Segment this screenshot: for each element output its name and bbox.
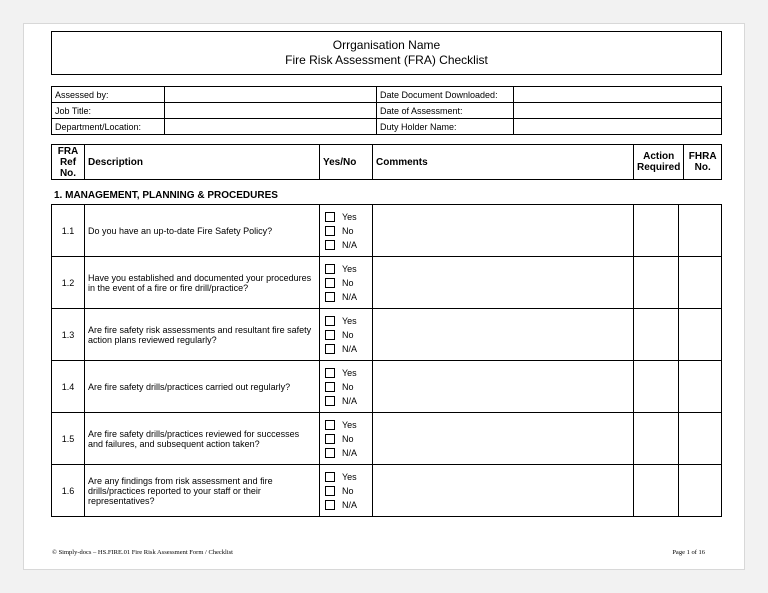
department-field[interactable] — [165, 119, 377, 135]
option-label: N/A — [342, 343, 358, 354]
row-description: Are any findings from risk assessment and fire drills/practices reported to your staff or their representatives? — [85, 465, 320, 517]
row-fhra[interactable] — [679, 309, 722, 361]
option-na[interactable] — [323, 446, 369, 460]
date-downloaded-label: Date Document Downloaded: — [377, 87, 514, 103]
checkbox[interactable] — [325, 264, 335, 274]
option-na[interactable] — [323, 238, 369, 252]
info-table — [51, 86, 722, 135]
document-page — [23, 23, 745, 570]
row-action[interactable] — [634, 205, 679, 257]
row-yesno — [320, 361, 373, 413]
header-yesno: Yes/No — [320, 145, 373, 180]
department-label: Department/Location: — [52, 119, 165, 135]
row-action[interactable] — [634, 465, 679, 517]
checkbox[interactable] — [325, 448, 335, 458]
option-label: N/A — [342, 395, 358, 406]
row-fhra[interactable] — [679, 413, 722, 465]
assessed-by-label: Assessed by: — [52, 87, 165, 103]
table-row — [52, 309, 722, 361]
row-description: Are fire safety drills/practices carried out regularly? — [85, 361, 320, 413]
row-action[interactable] — [634, 361, 679, 413]
option-label: Yes — [342, 211, 357, 222]
table-row — [52, 205, 722, 257]
section-title: 1. MANAGEMENT, PLANNING & PROCEDURES — [54, 190, 278, 201]
row-action[interactable] — [634, 413, 679, 465]
checkbox[interactable] — [325, 382, 335, 392]
option-label: Yes — [342, 471, 357, 482]
option-label: No — [342, 433, 354, 444]
row-comments[interactable] — [373, 465, 634, 517]
checkbox[interactable] — [325, 330, 335, 340]
date-assessment-field[interactable] — [514, 103, 722, 119]
row-description: Have you established and documented your procedures in the event of a fire or fire drill/practice? — [85, 257, 320, 309]
row-comments[interactable] — [373, 361, 634, 413]
document-title: Fire Risk Assessment (FRA) Checklist — [285, 53, 488, 67]
option-label: No — [342, 277, 354, 288]
option-yes[interactable] — [323, 262, 369, 276]
option-label: N/A — [342, 239, 358, 250]
row-yesno — [320, 257, 373, 309]
table-row — [52, 257, 722, 309]
row-description: Do you have an up-to-date Fire Safety Policy? — [85, 205, 320, 257]
row-ref: 1.2 — [52, 257, 85, 309]
option-label: Yes — [342, 367, 357, 378]
option-label: No — [342, 329, 354, 340]
header-action: Action Required — [634, 145, 684, 180]
date-downloaded-field[interactable] — [514, 87, 722, 103]
option-na[interactable] — [323, 498, 369, 512]
assessed-by-field[interactable] — [165, 87, 377, 103]
row-yesno — [320, 465, 373, 517]
option-label: N/A — [342, 499, 358, 510]
option-label: Yes — [342, 263, 357, 274]
option-yes[interactable] — [323, 418, 369, 432]
row-comments[interactable] — [373, 205, 634, 257]
row-ref: 1.6 — [52, 465, 85, 517]
table-row — [52, 361, 722, 413]
row-yesno — [320, 413, 373, 465]
checkbox[interactable] — [325, 434, 335, 444]
row-description: Are fire safety risk assessments and resultant fire safety action plans reviewed regularly? — [85, 309, 320, 361]
option-no[interactable] — [323, 432, 369, 446]
header-fhra: FHRA No. — [684, 145, 722, 180]
date-assessment-label: Date of Assessment: — [377, 103, 514, 119]
option-no[interactable] — [323, 484, 369, 498]
checklist-header — [51, 144, 722, 180]
row-ref: 1.1 — [52, 205, 85, 257]
row-comments[interactable] — [373, 413, 634, 465]
organisation-name: Orrganisation Name — [332, 38, 441, 52]
row-fhra[interactable] — [679, 205, 722, 257]
option-label: Yes — [342, 315, 357, 326]
job-title-field[interactable] — [165, 103, 377, 119]
page-number: Page 1 of 16 — [672, 549, 705, 556]
option-no[interactable] — [323, 380, 369, 394]
checkbox[interactable] — [325, 212, 335, 222]
row-ref: 1.4 — [52, 361, 85, 413]
title-box — [51, 31, 722, 75]
option-yes[interactable] — [323, 210, 369, 224]
row-comments[interactable] — [373, 257, 634, 309]
option-na[interactable] — [323, 342, 369, 356]
header-ref: FRA Ref No. — [52, 145, 85, 180]
header-description: Description — [85, 145, 320, 180]
checkbox[interactable] — [325, 344, 335, 354]
row-fhra[interactable] — [679, 361, 722, 413]
option-label: No — [342, 225, 354, 236]
option-no[interactable] — [323, 276, 369, 290]
row-description: Are fire safety drills/practices reviewed for successes and failures, and subsequent action taken? — [85, 413, 320, 465]
option-na[interactable] — [323, 290, 369, 304]
checkbox[interactable] — [325, 368, 335, 378]
checkbox[interactable] — [325, 240, 335, 250]
checkbox[interactable] — [325, 420, 335, 430]
checkbox[interactable] — [325, 486, 335, 496]
row-fhra[interactable] — [679, 257, 722, 309]
duty-holder-label: Duty Holder Name: — [377, 119, 514, 135]
checkbox[interactable] — [325, 292, 335, 302]
row-comments[interactable] — [373, 309, 634, 361]
row-yesno — [320, 205, 373, 257]
job-title-label: Job Title: — [52, 103, 165, 119]
option-label: N/A — [342, 447, 358, 458]
checkbox[interactable] — [325, 472, 335, 482]
header-comments: Comments — [373, 145, 634, 180]
option-no[interactable] — [323, 224, 369, 238]
option-label: Yes — [342, 419, 357, 430]
duty-holder-field[interactable] — [514, 119, 722, 135]
row-ref: 1.5 — [52, 413, 85, 465]
option-yes[interactable] — [323, 366, 369, 380]
checkbox[interactable] — [325, 396, 335, 406]
row-yesno — [320, 309, 373, 361]
checkbox[interactable] — [325, 316, 335, 326]
table-row — [52, 465, 722, 517]
footer-copyright: © Simply-docs – HS.FIRE.01 Fire Risk Assessment Form / Checklist — [52, 549, 233, 556]
checkbox[interactable] — [325, 278, 335, 288]
checklist-table — [51, 204, 722, 517]
option-label: No — [342, 381, 354, 392]
option-label: N/A — [342, 291, 358, 302]
option-yes[interactable] — [323, 314, 369, 328]
row-ref: 1.3 — [52, 309, 85, 361]
row-action[interactable] — [634, 309, 679, 361]
checkbox[interactable] — [325, 226, 335, 236]
row-action[interactable] — [634, 257, 679, 309]
row-fhra[interactable] — [679, 465, 722, 517]
table-row — [52, 413, 722, 465]
option-na[interactable] — [323, 394, 369, 408]
option-label: No — [342, 485, 354, 496]
option-yes[interactable] — [323, 470, 369, 484]
option-no[interactable] — [323, 328, 369, 342]
checkbox[interactable] — [325, 500, 335, 510]
